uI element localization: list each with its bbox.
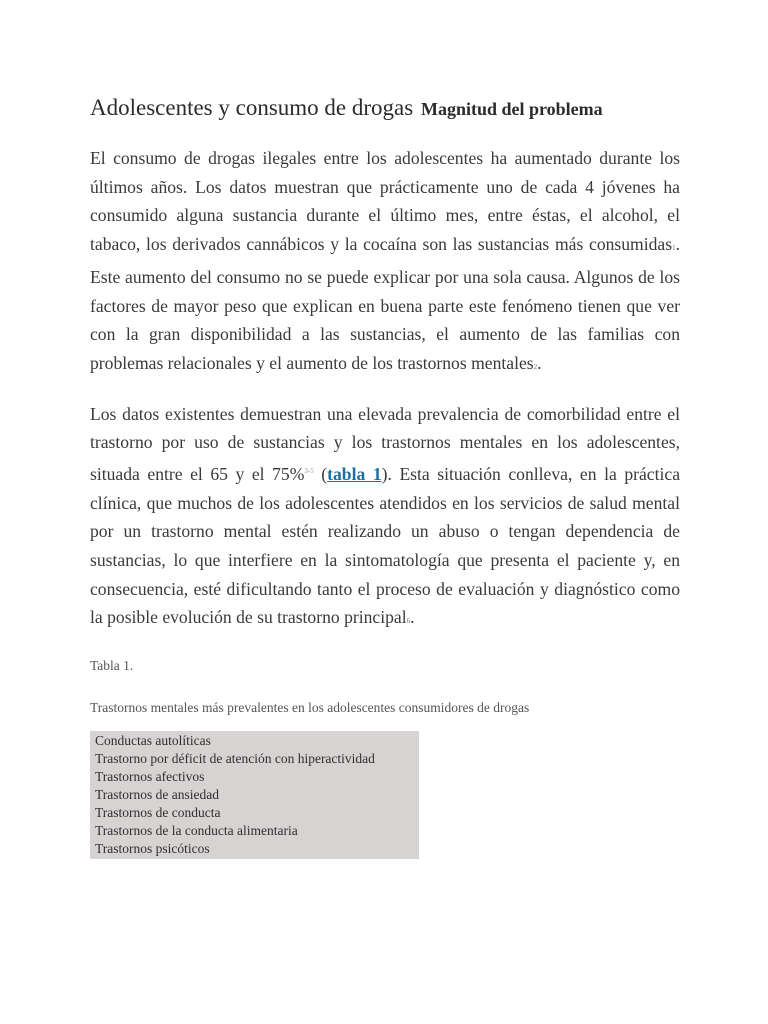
article-subtitle: Magnitud del problema — [420, 99, 603, 119]
table-title: Trastornos mentales más prevalentes en los adolescentes consumidores de drogas — [90, 700, 530, 716]
table-row: Trastornos psicóticos — [95, 841, 210, 857]
paragraph-2-text-b: ( — [313, 463, 328, 484]
paragraph-1-text-a: El consumo de drogas ilegales entre los adolescentes ha aumentado durante los últimos años. Los datos muestran que prácticamente uno de cada 4 jóvenes ha consumido alguna sustancia durante el último mes, entre éstas, el alcohol, el tabaco, los derivados cannábicos y la cocaína son las sustancias más consumidas — [90, 148, 680, 255]
table-label: Tabla 1. — [90, 658, 134, 674]
paragraph-2-text-a: Los datos existentes demuestran una elevada prevalencia de comorbilidad entre el trastorno por uso de sustancias y los trastornos mentales en los adolescentes, situada entre el 65 y el 75% — [90, 403, 680, 484]
table-row: Trastorno por déficit de atención con hiperactividad — [95, 751, 375, 767]
table-row: Trastornos de ansiedad — [95, 787, 219, 803]
disorders-table — [90, 731, 419, 859]
paragraph-1-text-c: . — [537, 352, 542, 373]
table-1-link[interactable]: tabla 1 — [327, 463, 382, 484]
article — [90, 88, 680, 859]
paragraph-2-text-c: ). Esta situación conlleva, en la práctica clínica, que muchos de los adolescentes atendidos en los servicios de salud mental por un trastorno mental estén realizando un abuso o tengan dependencia de sustancias, lo que interfiere en la sintomatología que presenta el paciente y, en consecuencia, esté dificultando tanto el proceso de evaluación y diagnóstico como la posible evolución de su trastorno principal — [90, 463, 680, 628]
paragraph-1-text-b: . Este aumento del consumo no se puede explicar por una sola causa. Algunos de los factores de mayor peso que explican en buena parte este fenómeno tienen que ver con la gran disponibilidad a las sustancias, el aumento de las familias con problemas relacionales y el aumento de los trastornos mentales — [90, 234, 680, 373]
table-row: Conductas autolíticas — [95, 733, 211, 749]
reference-marker[interactable]: 6 — [406, 617, 411, 626]
table-row: Trastornos de la conducta alimentaria — [95, 823, 298, 839]
paragraph-2-text-d: . — [410, 607, 415, 628]
article-heading — [90, 88, 680, 129]
reference-marker[interactable]: 1 — [672, 244, 676, 253]
reference-marker[interactable]: 2 — [533, 362, 538, 371]
article-title: Adolescentes y consumo de drogas — [90, 95, 414, 120]
table-row: Trastornos afectivos — [95, 769, 205, 785]
table-row: Trastornos de conducta — [95, 805, 221, 821]
paragraph-1 — [90, 144, 680, 382]
reference-marker[interactable]: 3-5 — [304, 467, 314, 476]
paragraph-2 — [90, 400, 680, 636]
